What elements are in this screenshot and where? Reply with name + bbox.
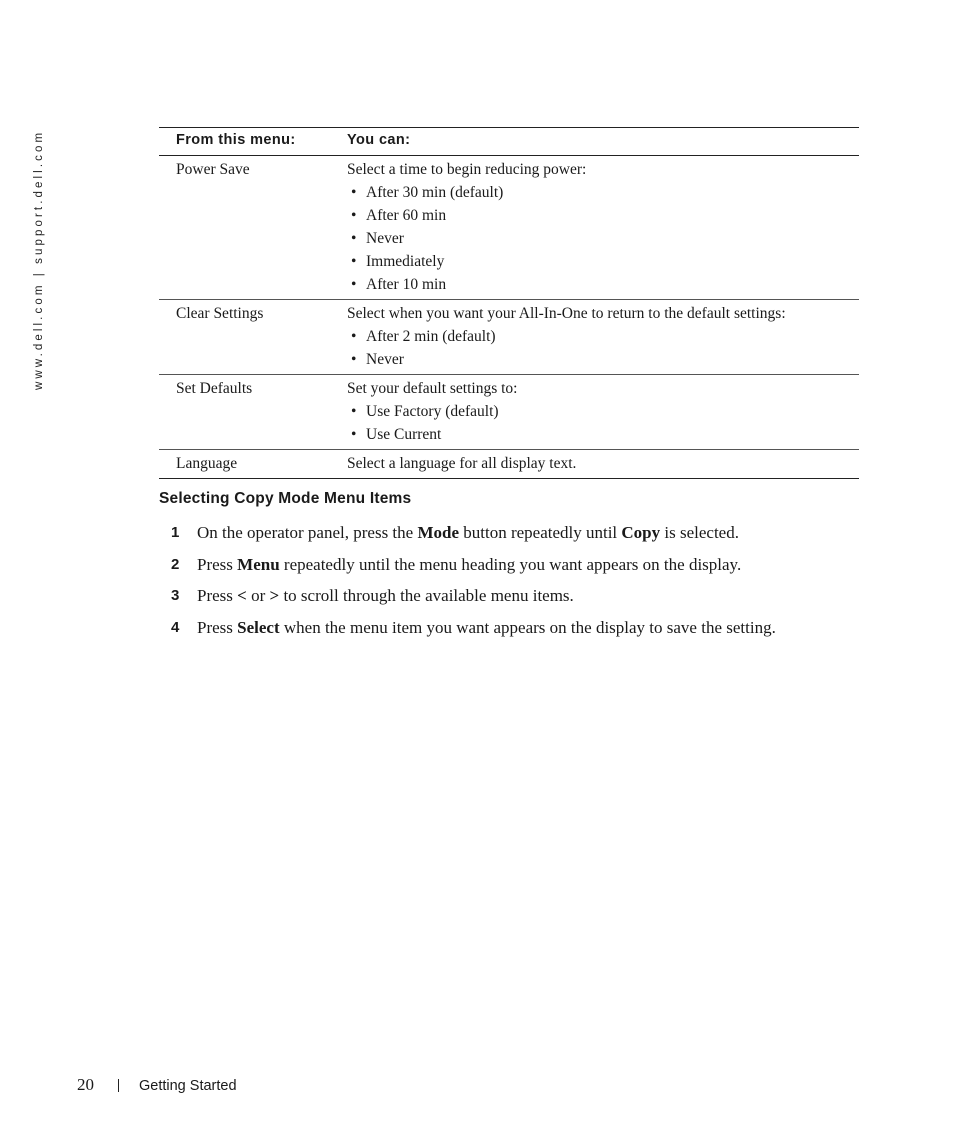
menu-description-cell <box>347 375 859 450</box>
option-item: • Immediately <box>347 250 859 273</box>
side-url: www.dell.com | support.dell.com <box>33 129 45 390</box>
step-text <box>197 520 739 546</box>
steps-list <box>171 520 871 647</box>
step-text-part: repeatedly until the menu heading you want appears on the display. <box>279 554 742 574</box>
menu-description: Select a time to begin reducing power: <box>347 161 587 178</box>
footer-section-title: Getting Started <box>139 1078 237 1094</box>
step-number: 2 <box>171 555 180 573</box>
step-text-part: On the operator panel, press the <box>197 523 418 542</box>
option-list <box>347 325 859 371</box>
table-row <box>159 156 859 300</box>
header-you-can: You can: <box>347 128 859 156</box>
menu-description: Select when you want your All-In-One to return to the default settings: <box>347 305 786 322</box>
step-text <box>197 583 574 609</box>
option-list <box>347 181 859 296</box>
footer-divider <box>118 1079 119 1092</box>
option-item: • Never <box>347 348 859 371</box>
option-item: • After 10 min <box>347 273 859 296</box>
step-text-part: Press <box>197 618 238 638</box>
select-keyword: Select <box>237 618 280 638</box>
menu-description: Set your default settings to: <box>347 380 518 397</box>
mode-keyword: Mode <box>417 523 459 542</box>
step-number: 3 <box>171 587 180 605</box>
step-item <box>171 552 871 584</box>
menu-keyword: Menu <box>237 554 280 574</box>
menu-description-cell <box>347 156 859 300</box>
table-row <box>159 450 859 479</box>
section-title: Selecting Copy Mode Menu Items <box>159 490 412 507</box>
menu-description: Select a language for all display text. <box>347 455 577 472</box>
left-arrow-keyword: < <box>237 586 247 606</box>
menu-name: Power Save <box>159 156 347 300</box>
step-text <box>197 615 776 641</box>
table-row <box>159 375 859 450</box>
option-item: • After 2 min (default) <box>347 325 859 348</box>
option-item: • After 60 min <box>347 204 859 227</box>
menu-description-cell <box>347 450 859 479</box>
menu-name: Set Defaults <box>159 375 347 450</box>
step-item <box>171 583 871 615</box>
table-header-row <box>159 128 859 156</box>
header-from-menu: From this menu: <box>159 128 347 156</box>
copy-keyword: Copy <box>621 523 661 542</box>
step-text-part: to scroll through the available menu items. <box>279 586 574 606</box>
menu-description-cell <box>347 300 859 375</box>
step-text <box>197 552 741 578</box>
menu-name: Language <box>159 450 347 479</box>
page-number: 20 <box>77 1075 94 1094</box>
menu-name: Clear Settings <box>159 300 347 375</box>
step-text-part: is selected. <box>660 523 739 542</box>
option-item: • Use Current <box>347 423 859 446</box>
table-row <box>159 300 859 375</box>
step-number: 1 <box>171 524 180 541</box>
step-item <box>171 615 871 647</box>
option-item: • Use Factory (default) <box>347 400 859 423</box>
step-text-part: when the menu item you want appears on the display to save the setting. <box>279 618 776 638</box>
menu-settings-table <box>159 127 859 479</box>
step-item <box>171 520 871 552</box>
step-text-part: Press <box>197 586 238 606</box>
right-arrow-keyword: > <box>269 586 280 606</box>
step-text-part: or <box>246 586 270 606</box>
step-number: 4 <box>171 619 180 637</box>
option-item: • After 30 min (default) <box>347 181 859 204</box>
step-text-part: button repeatedly until <box>459 523 622 542</box>
step-text-part: Press <box>197 554 238 574</box>
option-list <box>347 400 859 446</box>
option-item: • Never <box>347 227 859 250</box>
page-footer <box>77 1075 237 1095</box>
